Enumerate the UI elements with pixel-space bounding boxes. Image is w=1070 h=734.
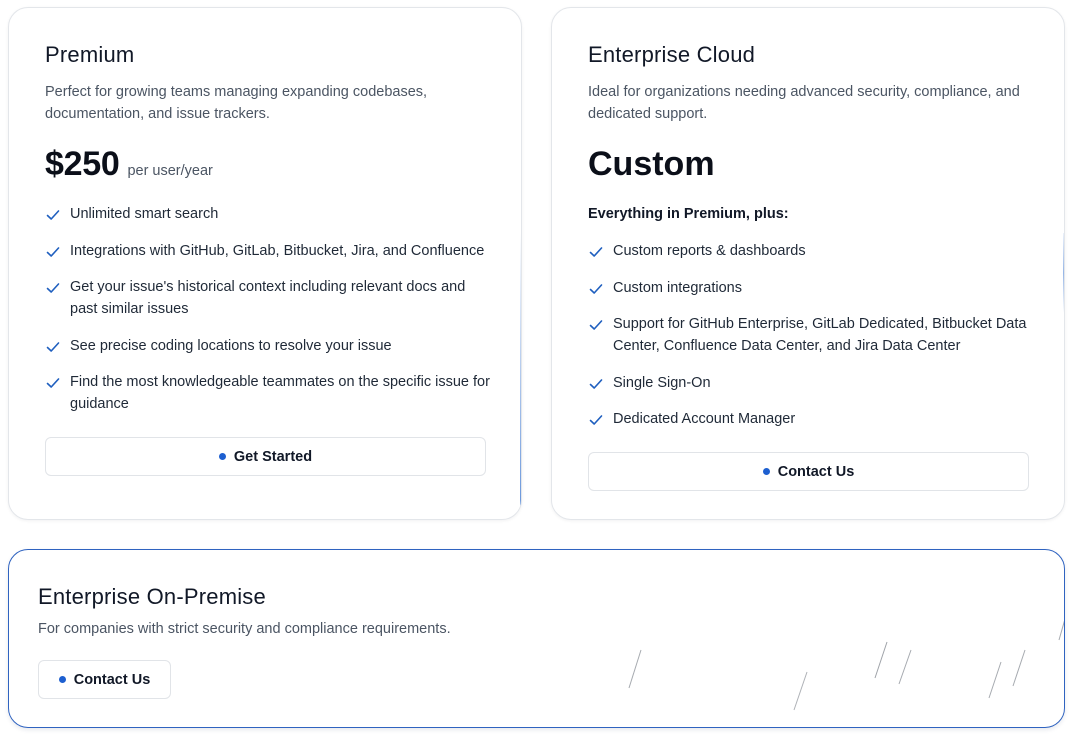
dot-icon	[763, 468, 770, 475]
enterprise-cloud-title: Enterprise Cloud	[588, 42, 756, 67]
feature-text: Single Sign-On	[613, 374, 711, 391]
premium-plan-card	[8, 7, 522, 520]
check-icon	[45, 280, 61, 296]
feature-text: See precise coding locations to resolve your issue	[70, 337, 392, 354]
check-icon	[588, 244, 604, 260]
enterprise-onprem-plan-card	[8, 549, 1065, 728]
check-icon	[588, 317, 604, 333]
feature-item	[588, 240, 1038, 262]
premium-price-row	[45, 145, 213, 184]
feature-text: Custom reports & dashboards	[613, 243, 806, 259]
premium-feature-list	[45, 203, 495, 430]
feature-item	[45, 276, 495, 320]
decorative-streaks	[569, 610, 1065, 728]
premium-price: $250	[45, 145, 120, 183]
check-icon	[588, 281, 604, 297]
contact-us-onprem-label: Contact Us	[73, 671, 151, 688]
enterprise-onprem-title: Enterprise On-Premise	[38, 584, 266, 609]
enterprise-cloud-plan-card	[551, 7, 1065, 520]
get-started-button[interactable]	[45, 437, 486, 476]
feature-item	[588, 277, 1038, 299]
dot-icon	[59, 676, 66, 683]
check-icon	[45, 207, 61, 223]
feature-text: Dedicated Account Manager	[613, 411, 796, 427]
check-icon	[588, 376, 604, 392]
check-icon	[45, 339, 61, 355]
enterprise-onprem-description: For companies with strict security and compliance requirements.	[38, 621, 451, 637]
dot-icon	[219, 453, 226, 460]
feature-text: Unlimited smart search	[70, 206, 219, 222]
get-started-label: Get Started	[233, 448, 313, 465]
feature-item	[45, 335, 495, 357]
feature-text: Integrations with GitHub, GitLab, Bitbucket, Jira, and Confluence	[70, 242, 485, 259]
feature-text: Find the most knowledgeable teammates on the specific issue for guidance	[70, 374, 490, 412]
feature-item	[45, 371, 495, 415]
enterprise-cloud-subheading: Everything in Premium, plus:	[588, 206, 789, 222]
feature-item	[45, 203, 495, 225]
premium-title: Premium	[45, 42, 135, 67]
premium-description: Perfect for growing teams managing expanding codebases, documentation, and issue trackers.	[45, 84, 428, 122]
contact-us-label: Contact Us	[777, 463, 855, 480]
contact-us-onprem-button[interactable]	[38, 660, 171, 699]
premium-price-unit: per user/year	[127, 163, 213, 179]
contact-us-button[interactable]	[588, 452, 1029, 491]
enterprise-cloud-price: Custom	[588, 145, 715, 183]
feature-item	[588, 313, 1038, 357]
check-icon	[45, 244, 61, 260]
feature-item	[45, 240, 495, 262]
feature-text: Get your issue's historical context including relevant docs and past similar issues	[70, 279, 466, 317]
check-icon	[45, 375, 61, 391]
feature-text: Support for GitHub Enterprise, GitLab Dedicated, Bitbucket Data Center, Confluence Data Center, and Jira Data Center	[613, 316, 1027, 354]
enterprise-cloud-feature-list	[588, 240, 1038, 445]
feature-item	[588, 372, 1038, 394]
enterprise-cloud-description: Ideal for organizations needing advanced security, compliance, and dedicated support.	[588, 84, 1020, 122]
feature-text: Custom integrations	[613, 279, 742, 296]
feature-item	[588, 408, 1038, 430]
check-icon	[588, 412, 604, 428]
